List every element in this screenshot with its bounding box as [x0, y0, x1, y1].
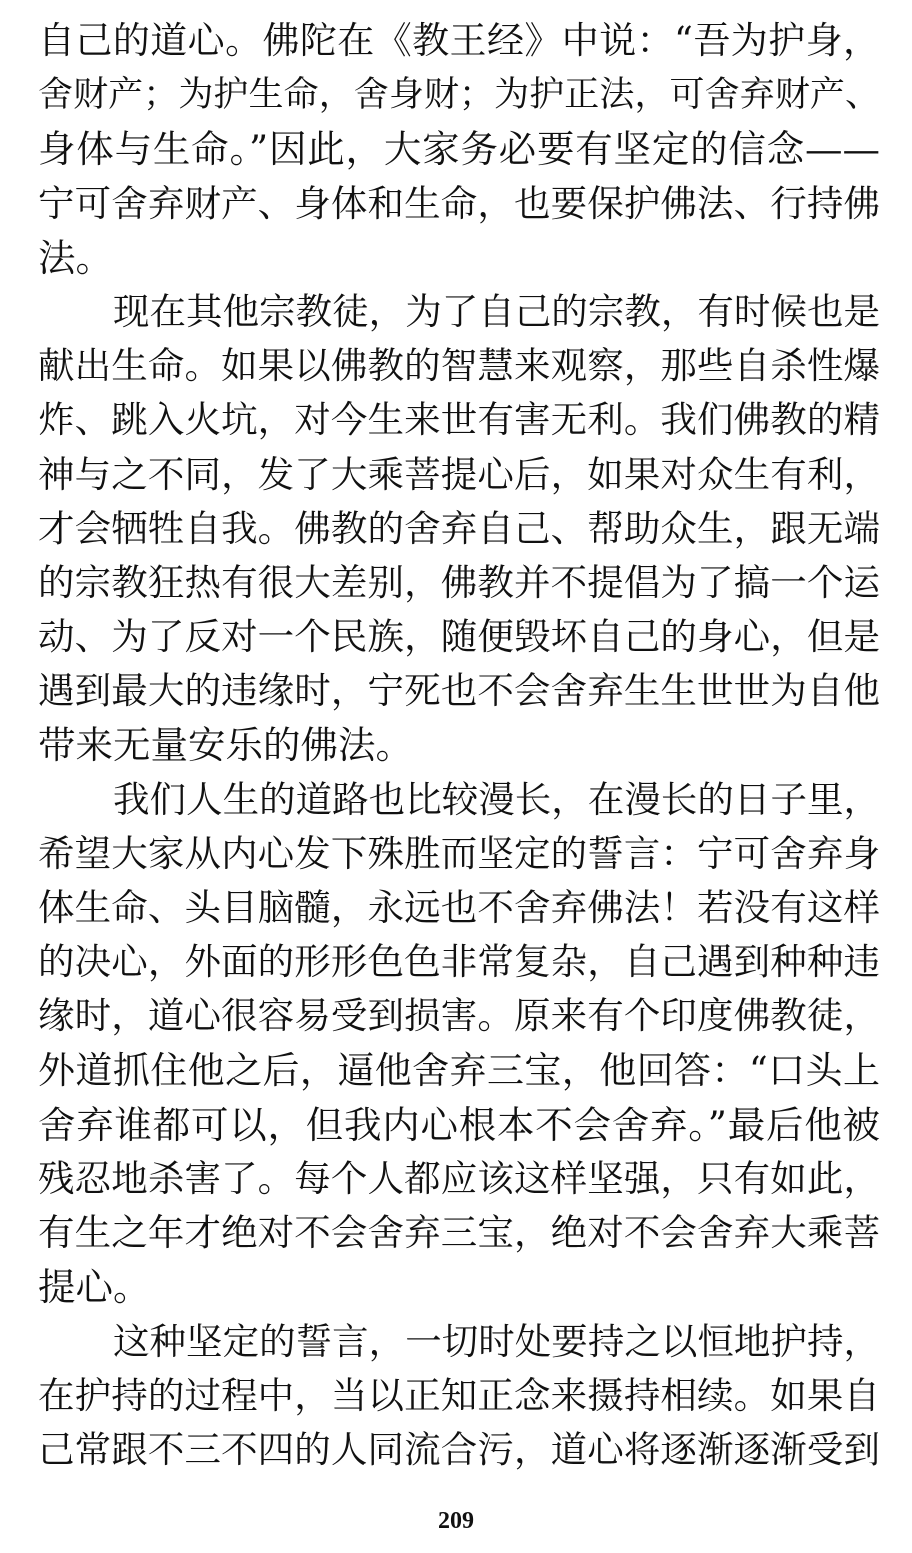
text-line: 才会牺牲自我。佛教的舍弃自己、帮助众生，跟无端	[38, 506, 880, 550]
text-line: 宁可舍弃财产、身体和生命，也要保护佛法、行持佛	[38, 181, 880, 225]
text-line: 舍财产；为护生命，舍身财；为护正法，可舍弃财产、	[38, 75, 880, 116]
text-line: 法。	[38, 235, 113, 280]
text-line: 我们人生的道路也比较漫长，在漫长的日子里，	[113, 777, 880, 821]
text-line: 神与之不同，发了大乘菩提心后，如果对众生有利，	[38, 452, 880, 496]
text-line: 己常跟不三不四的人同流合污，道心将逐渐逐渐受到	[38, 1427, 880, 1471]
text-line: 带来无量安乐的佛法。	[38, 723, 413, 768]
paragraph	[38, 14, 880, 285]
text-line: 遇到最大的违缘时，宁死也不会舍弃生生世世为自他	[38, 669, 880, 713]
text-line: 提心。	[38, 1265, 151, 1310]
text-line: 现在其他宗教徒，为了自己的宗教，有时候也是	[113, 289, 880, 333]
text-line: 献出生命。如果以佛教的智慧来观察，那些自杀性爆	[38, 344, 880, 388]
text-line: 希望大家从内心发下殊胜而坚定的誓言：宁可舍弃身	[38, 831, 880, 875]
paragraph	[38, 285, 880, 773]
paragraph	[38, 773, 880, 1315]
text-line: 有生之年才绝对不会舍弃三宝，绝对不会舍弃大乘菩	[38, 1211, 880, 1255]
text-line: 自己的道心。佛陀在《教王经》中说：“吾为护身，	[38, 19, 880, 62]
text-line: 这种坚定的誓言，一切时处要持之以恒地护持，	[113, 1319, 880, 1363]
text-line: 炸、跳入火坑，对今生来世有害无利。我们佛教的精	[38, 398, 880, 442]
text-line: 体生命、头目脑髓，永远也不舍弃佛法！若没有这样	[38, 886, 880, 929]
text-line: 的宗教狂热有很大差别，佛教并不提倡为了搞一个运	[38, 560, 880, 604]
text-line: 身体与生命。”因此，大家务必要有坚定的信念——	[38, 127, 880, 172]
paragraph	[38, 1315, 880, 1478]
text-line: 舍弃谁都可以，但我内心根本不会舍弃。”最后他被	[38, 1102, 880, 1147]
page-body	[38, 14, 880, 1477]
text-line: 动、为了反对一个民族，随便毁坏自己的身心，但是	[38, 615, 880, 659]
text-line: 缘时，道心很容易受到损害。原来有个印度佛教徒，	[38, 994, 880, 1038]
text-line: 外道抓住他之后，逼他舍弃三宝，他回答：“口头上	[38, 1048, 880, 1092]
text-line: 在护持的过程中，当以正知正念来摄持相续。如果自	[38, 1373, 880, 1417]
text-line: 残忍地杀害了。每个人都应该这样坚强，只有如此，	[38, 1156, 880, 1200]
text-line: 的决心，外面的形形色色非常复杂，自己遇到种种违	[38, 940, 880, 984]
page-number: 209	[438, 1508, 474, 1534]
